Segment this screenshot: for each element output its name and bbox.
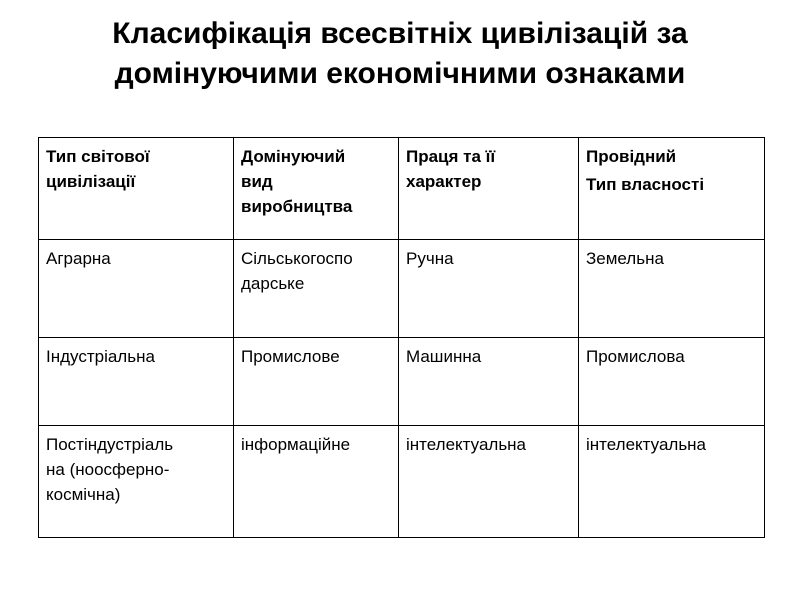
cell-text-line: Індустріальна [46,347,155,366]
cell-text-line: Постіндустріаль [46,435,174,454]
cell-text-line: Аграрна [46,249,111,268]
title-line-1: Класифікація всесвітніх цивілізацій за [112,17,688,50]
header-text-line: характер [406,172,482,191]
table-row [39,240,765,338]
table-header-row [39,138,765,240]
cell-text-line: космічна) [46,485,121,504]
header-text-line: вид [241,172,273,191]
table-cell [579,338,765,426]
header-property-type [579,138,765,240]
cell-text-line: дарське [241,274,305,293]
table-row [39,338,765,426]
table-cell [39,426,234,538]
cell-text-line: інформаційне [241,435,351,454]
header-text-line: виробництва [241,197,353,216]
header-civilization-type [39,138,234,240]
header-text-line: Провідний [586,147,677,166]
table-cell [234,240,399,338]
table-cell [579,426,765,538]
cell-text-line: Промислове [241,347,340,366]
table-cell [399,426,579,538]
header-labor-character [399,138,579,240]
header-text-line: цивілізації [46,172,136,191]
cell-text-line: Сільськогоспо [241,249,353,268]
cell-text-line: інтелектуальна [586,435,707,454]
table-cell [579,240,765,338]
title-line-2: домінуючими економічними ознаками [114,57,686,90]
header-text-line: Праця та її [406,147,496,166]
cell-text-line: Промислова [586,347,685,366]
table-cell [399,338,579,426]
header-text-line: Тип світової [46,147,150,166]
header-production-type [234,138,399,240]
page-title [0,14,800,94]
civilization-table [38,137,765,538]
cell-text-line: Машинна [406,347,482,366]
table-row [39,426,765,538]
table-cell [39,338,234,426]
cell-text-line: Земельна [586,249,664,268]
header-text-line: Домінуючий [241,147,346,166]
cell-text-line: на (ноосферно- [46,460,170,479]
cell-text-line: інтелектуальна [406,435,527,454]
table-cell [234,338,399,426]
cell-text-line: Ручна [406,249,454,268]
table-cell [234,426,399,538]
table-cell [39,240,234,338]
header-text-line: Тип власності [586,175,705,194]
table-cell [399,240,579,338]
